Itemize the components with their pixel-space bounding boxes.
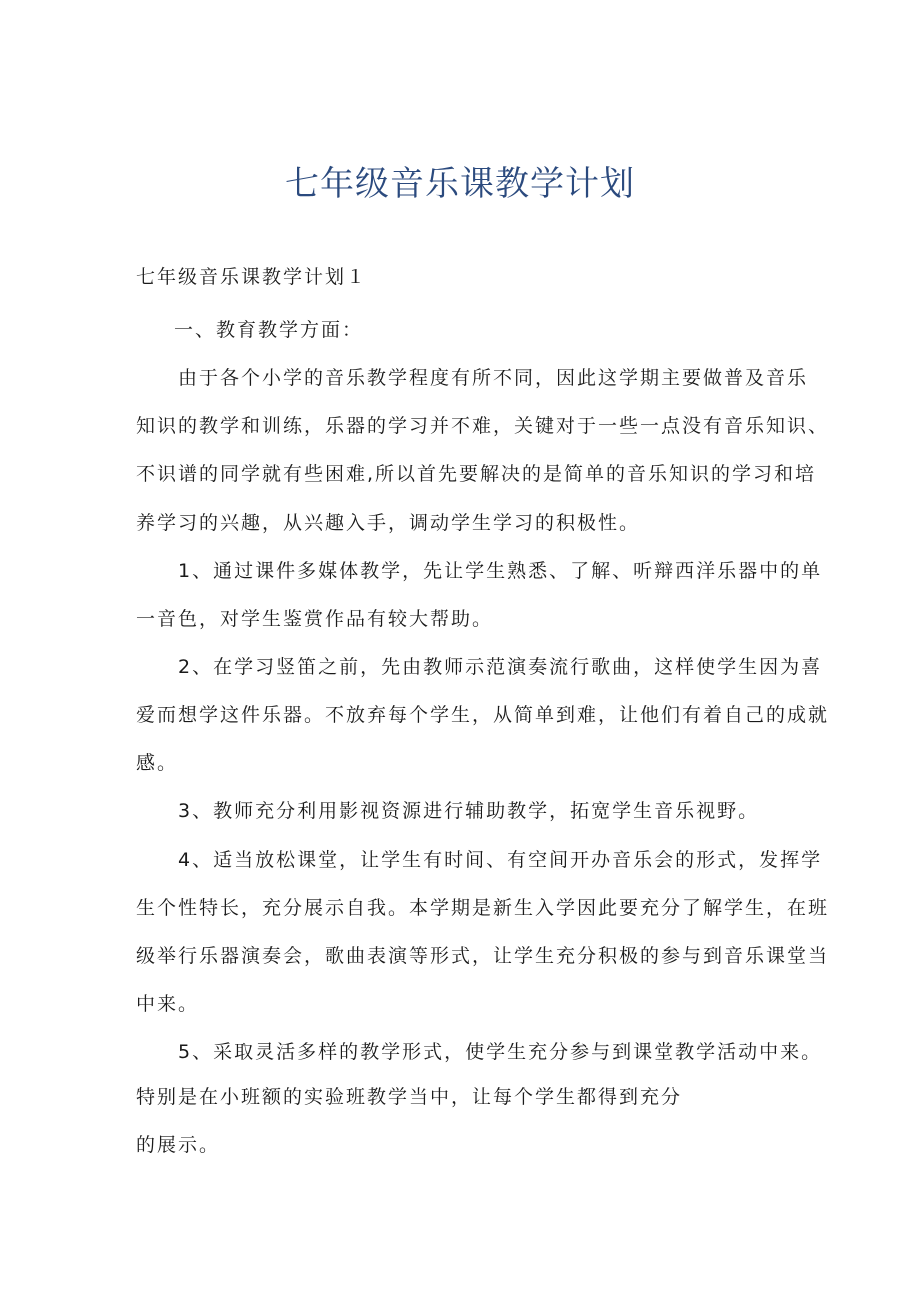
intro-line: 养学习的兴趣，从兴趣入手，调动学生学习的积极性。 — [136, 512, 641, 534]
item2-line: 2、在学习竖笛之前，先由教师示范演奏流行歌曲，这样使学生因为喜 — [178, 656, 823, 678]
item5-line: 的展示。 — [136, 1134, 221, 1156]
item4-line: 生个性特长，充分展示自我。本学期是新生入学因此要充分了解学生，在班 — [136, 897, 830, 919]
document-title: 七年级音乐课教学计划 — [285, 164, 635, 204]
intro-line: 由于各个小学的音乐教学程度有所不同，因此这学期主要做普及音乐 — [178, 367, 809, 389]
item1-line: 1、通过课件多媒体教学，先让学生熟悉、了解、听辩西洋乐器中的单 — [178, 560, 823, 582]
item5-line: 5、采取灵活多样的教学形式，使学生充分参与到课堂教学活动中来。 — [178, 1041, 823, 1063]
plan-subtitle: 七年级音乐课教学计划１ — [136, 266, 368, 288]
section-heading: 一、教育教学方面： — [174, 319, 364, 341]
item1-line: 一音色，对学生鉴赏作品有较大帮助。 — [136, 608, 494, 630]
item4-line: 中来。 — [136, 993, 200, 1015]
item4-line: 级举行乐器演奏会，歌曲表演等形式，让学生充分积极的参与到音乐课堂当 — [136, 945, 830, 967]
item2-line: 感。 — [136, 752, 179, 774]
item5-line: 特别是在小班额的实验班教学当中，让每个学生都得到充分 — [136, 1086, 683, 1108]
item3-line: 3、教师充分利用影视资源进行辅助教学，拓宽学生音乐视野。 — [178, 800, 760, 822]
item2-line: 爱而想学这件乐器。不放弃每个学生，从简单到难，让他们有着自己的成就 — [136, 704, 830, 726]
item4-line: 4、适当放松课堂，让学生有时间、有空间开办音乐会的形式，发挥学 — [178, 849, 823, 871]
intro-line: 不识谱的同学就有些困难,所以首先要解决的是简单的音乐知识的学习和培 — [136, 463, 817, 485]
intro-line: 知识的教学和训练，乐器的学习并不难，关键对于一些一点没有音乐知识、 — [136, 415, 830, 437]
